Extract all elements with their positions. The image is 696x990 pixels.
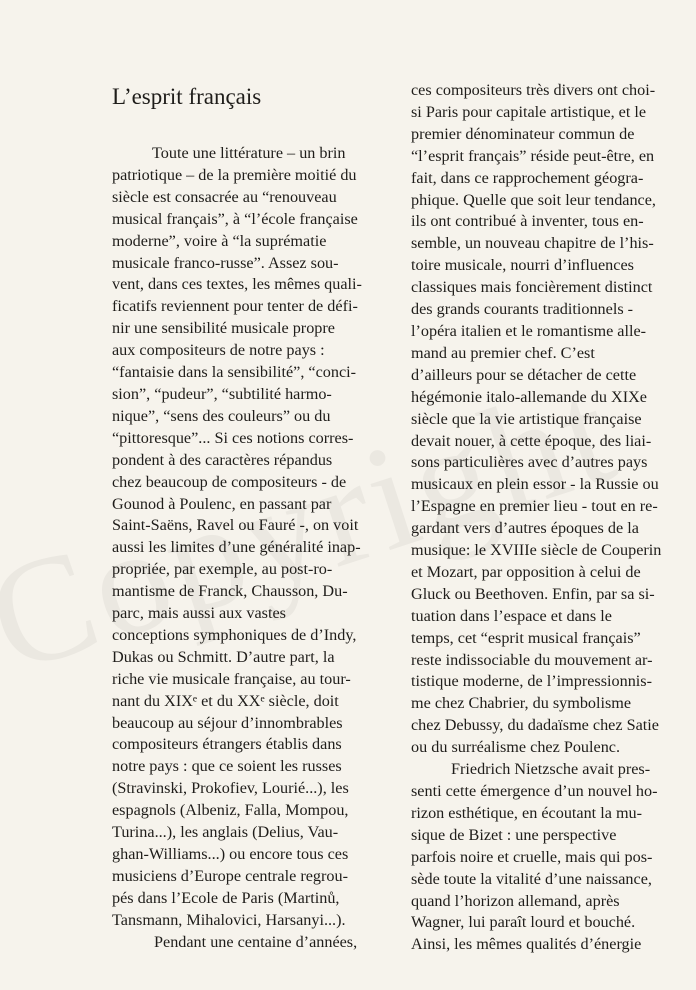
text-line: musicale franco-russe”. Assez sou- — [112, 253, 339, 272]
text-line: sion”, “pudeur”, “subtilité harmo- — [112, 384, 332, 403]
text-line: d’ailleurs pour se détacher de cette — [411, 365, 637, 384]
text-line: des grands courants traditionnels - — [411, 300, 634, 319]
text-line: Gluck ou Beethoven. Enfin, par sa si- — [411, 584, 655, 603]
text-line: quand l’horizon allemand, après — [411, 891, 620, 910]
text-line: gardant vers d’autres époques de la — [411, 519, 639, 538]
text-line: conceptions symphoniques de d’Indy, — [112, 625, 357, 644]
text-line: devait nouer, à cette époque, des liai- — [411, 431, 652, 450]
text-line: Ainsi, les mêmes qualités d’énergie — [411, 935, 642, 954]
text-line: ou du surréalisme chez Poulenc. — [411, 738, 621, 757]
text-line: chez beaucoup de compositeurs - de — [112, 472, 347, 491]
text-line: et Mozart, par opposition à celui de — [411, 562, 641, 581]
right-text-column — [411, 80, 687, 956]
text-line: reste indissociable du mouvement ar- — [411, 650, 653, 669]
text-line: premier dénominateur commun de — [411, 124, 635, 143]
text-line: semble, un nouveau chapitre de l’his- — [411, 234, 654, 253]
text-line: senti cette émergence d’un nouvel ho- — [411, 782, 658, 800]
text-line: riche vie musicale française, au tour- — [112, 669, 351, 688]
text-line: Turina...), les anglais (Delius, Vau- — [112, 823, 339, 842]
text-line: Friedrich Nietzsche avait pres- — [451, 760, 651, 779]
text-line: fait, dans ce rapprochement géogra- — [411, 168, 644, 187]
left-text-column — [112, 143, 394, 954]
text-line: mantisme de Franck, Chausson, Du- — [112, 582, 348, 601]
text-line: propriée, par exemple, au post-ro- — [112, 560, 333, 579]
text-line: Toute une littérature – un brin — [152, 144, 346, 162]
text-line: siècle que la vie artistique française — [411, 409, 642, 428]
text-line: si Paris pour capitale artistique, et le — [411, 102, 647, 121]
text-line: “fantaisie dans la sensibilité”, “conci- — [112, 363, 357, 382]
text-line: rizon esthétique, en écoutant la mu- — [411, 803, 643, 822]
text-line: nir une sensibilité musicale propre — [112, 319, 335, 338]
text-line: Pendant une centaine d’années, — [154, 932, 358, 951]
text-line: “l’esprit français” réside peut-être, en — [411, 146, 655, 165]
text-line: siècle est consacrée au “renouveau — [112, 187, 337, 206]
text-line: vent, dans ces textes, les mêmes quali- — [112, 275, 362, 294]
text-line: nant du XIXᵉ et du XXᵉ siècle, doit — [112, 691, 339, 710]
text-line: pés dans l’Ecole de Paris (Martinů, — [112, 888, 340, 907]
text-line: ficatifs reviennent pour tenter de défi- — [112, 297, 358, 316]
text-line: l’opéra italien et le romantisme alle- — [411, 321, 647, 340]
text-line: beaucoup au séjour d’innombrables — [112, 713, 343, 732]
text-line: Saint-Saëns, Ravel ou Fauré -, on voit — [112, 516, 359, 535]
text-line: musical français”, à “l’école française — [112, 209, 358, 228]
text-line: Gounod à Poulenc, en passant par — [112, 494, 332, 513]
text-line: (Stravinski, Prokofiev, Lourié...), les — [112, 779, 349, 798]
text-line: ils ont contribué à inventer, tous en- — [411, 212, 644, 231]
text-line: toire musicale, nourri d’influences — [411, 256, 634, 275]
text-line: mand au premier chef. C’est — [411, 343, 595, 362]
text-line: pondent à des caractères répandus — [112, 450, 333, 469]
text-line: sons particulières avec d’autres pays — [411, 453, 648, 472]
text-line: Dukas ou Schmitt. D’autre part, la — [112, 647, 335, 666]
text-line: hégémonie italo-allemande du XIXe — [411, 387, 647, 406]
text-line: espagnols (Albeniz, Falla, Mompou, — [112, 801, 349, 820]
text-line: tistique moderne, de l’impressionnis- — [411, 672, 652, 691]
page-title: L’esprit français — [112, 84, 262, 109]
text-line: chez Debussy, du dadaïsme chez Satie — [411, 716, 659, 735]
text-line: l’Espagne en premier lieu - tout en re- — [411, 497, 658, 516]
text-line: temps, cet “esprit musical français” — [411, 628, 641, 647]
text-line: Tansmann, Mihalovici, Harsanyi...). — [112, 910, 346, 929]
text-line: tuation dans l’espace et dans le — [411, 606, 612, 625]
text-line: sique de Bizet : une perspective — [411, 825, 617, 844]
text-line: musiciens d’Europe centrale regrou- — [112, 866, 348, 885]
text-line: musicaux en plein essor - la Russie ou — [411, 475, 659, 494]
text-line: sède toute la vitalité d’une naissance, — [411, 869, 652, 888]
text-line: moderne”, voire à “la suprématie — [112, 231, 327, 250]
text-line: notre pays : que ce soient les russes — [112, 757, 342, 776]
text-line: ghan-Williams...) ou encore tous ces — [112, 845, 349, 863]
text-line: Wagner, lui paraît lourd et bouché. — [411, 913, 636, 932]
text-line: aux compositeurs de notre pays : — [112, 341, 325, 360]
text-line: phique. Quelle que soit leur tendance, — [411, 190, 656, 209]
text-line: ces compositeurs très divers ont choi- — [411, 81, 656, 99]
text-line: parc, mais aussi aux vastes — [112, 604, 286, 623]
text-line: parfois noire et cruelle, mais qui pos- — [411, 847, 653, 866]
text-line: nique”, “sens des couleurs” ou du — [112, 406, 331, 425]
text-line: patriotique – de la première moitié du — [112, 165, 357, 184]
text-line: compositeurs étrangers établis dans — [112, 735, 342, 754]
text-line: classiques mais foncièrement distinct — [411, 278, 653, 297]
text-line: aussi les limites d’une généralité inap- — [112, 538, 361, 557]
text-line: “pittoresque”... Si ces notions corres- — [112, 428, 354, 447]
text-line: musique: le XVIIIe siècle de Couperin — [411, 541, 662, 560]
text-line: me chez Chabrier, du symbolisme — [411, 694, 632, 713]
